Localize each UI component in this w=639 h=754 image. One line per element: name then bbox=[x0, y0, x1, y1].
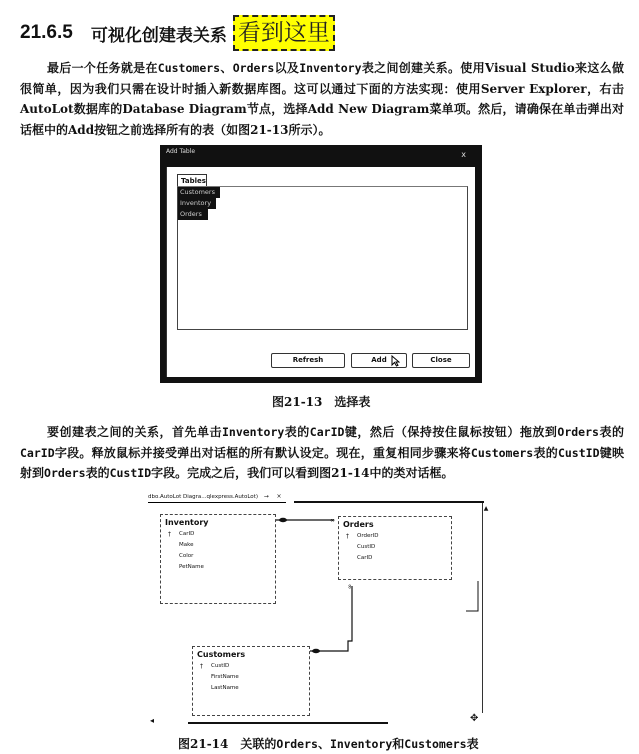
dialog-titlebar[interactable] bbox=[160, 145, 482, 167]
column-color[interactable]: Color bbox=[179, 553, 194, 559]
sticky-note-annotation: 看到这里 bbox=[233, 15, 335, 51]
refresh-button[interactable]: Refresh bbox=[271, 353, 345, 368]
column-carid[interactable]: CarID bbox=[357, 555, 373, 561]
section-number: 21.6.5 bbox=[20, 22, 73, 43]
figure-caption-21-13: 图21-13 选择表 bbox=[272, 395, 371, 409]
table-title: Orders bbox=[343, 520, 374, 529]
table-title: Inventory bbox=[165, 518, 209, 527]
figure-caption-21-14: 图21-14 关联的Orders、Inventory和Customers表 bbox=[178, 737, 479, 751]
diagram-tab-label: dbo.AutoLot Diagra...qlexpress.AutoLot) bbox=[148, 494, 258, 500]
list-item-orders[interactable]: Orders bbox=[178, 209, 208, 220]
column-make[interactable]: Make bbox=[179, 542, 194, 548]
paragraph-relationships-text: 要创建表之间的关系，首先单击Inventory表的CarID键，然后（保持按住鼠标按钮）拖放到Orders表的CarID字段。释放鼠标并接受弹出对话框的所有默认设定。现在，重复相同步骤来将Customers表的CustID键映射到Orders表的CustID字段。完成之后，我们可以看到图21-14中的类对话框。 bbox=[20, 425, 624, 480]
scroll-left-icon[interactable]: ◂ bbox=[150, 716, 155, 725]
column-lastname[interactable]: LastName bbox=[211, 685, 239, 691]
add-table-dialog bbox=[160, 145, 482, 383]
relationship-lines bbox=[148, 491, 488, 727]
paragraph-intro-text: 最后一个任务就是在Customers、Orders以及Inventory表之间创建关系。使用Visual Studio来这么做很简单，因为我们只需在设计时插入新数据库图。这可以通过下面的方法实现：使用Server Explorer，右击AutoLot数据库的Database Diagram节点，选择Add New Diagram菜单项。然后，请确保在单击弹出对话框中的Add按钮之前选择所有的表（如图21-13所示）。 bbox=[20, 61, 624, 137]
section-title: 可视化创建表关系 bbox=[90, 25, 227, 46]
key-icon: † bbox=[346, 533, 349, 540]
paragraph-relationships bbox=[20, 422, 624, 484]
scroll-up-icon[interactable]: ▲ bbox=[483, 505, 489, 512]
resize-grip-icon[interactable]: ✥ bbox=[470, 713, 479, 724]
column-custid[interactable]: CustID bbox=[357, 544, 376, 550]
close-icon[interactable]: × bbox=[276, 493, 282, 500]
dialog-body bbox=[166, 167, 475, 377]
close-icon[interactable]: x bbox=[461, 150, 466, 159]
add-button[interactable]: Add bbox=[351, 353, 407, 368]
column-custid[interactable]: † CustID bbox=[200, 663, 230, 670]
key-icon: † bbox=[200, 663, 203, 670]
key-icon: † bbox=[168, 531, 171, 538]
tab-tables[interactable]: Tables bbox=[177, 174, 207, 187]
list-item-inventory[interactable]: Inventory bbox=[178, 198, 216, 209]
list-item-customers[interactable]: Customers bbox=[178, 187, 220, 198]
close-button[interactable]: Close bbox=[412, 353, 470, 368]
pin-icon[interactable]: → bbox=[263, 493, 269, 500]
mouse-cursor-icon bbox=[391, 355, 400, 367]
column-carid[interactable]: † CarID bbox=[168, 531, 195, 538]
column-orderid[interactable]: † OrderID bbox=[346, 533, 379, 540]
dialog-title: Add Table bbox=[166, 148, 196, 155]
table-title: Customers bbox=[197, 650, 246, 659]
svg-text:∞: ∞ bbox=[346, 584, 353, 589]
column-petname[interactable]: PetName bbox=[179, 564, 204, 570]
tables-list[interactable] bbox=[177, 186, 468, 330]
column-firstname[interactable]: FirstName bbox=[211, 674, 239, 680]
database-diagram bbox=[148, 491, 488, 727]
svg-text:∞: ∞ bbox=[330, 517, 335, 524]
section-heading bbox=[20, 16, 335, 50]
paragraph-intro bbox=[20, 58, 624, 140]
horizontal-scrollbar[interactable] bbox=[188, 722, 388, 724]
